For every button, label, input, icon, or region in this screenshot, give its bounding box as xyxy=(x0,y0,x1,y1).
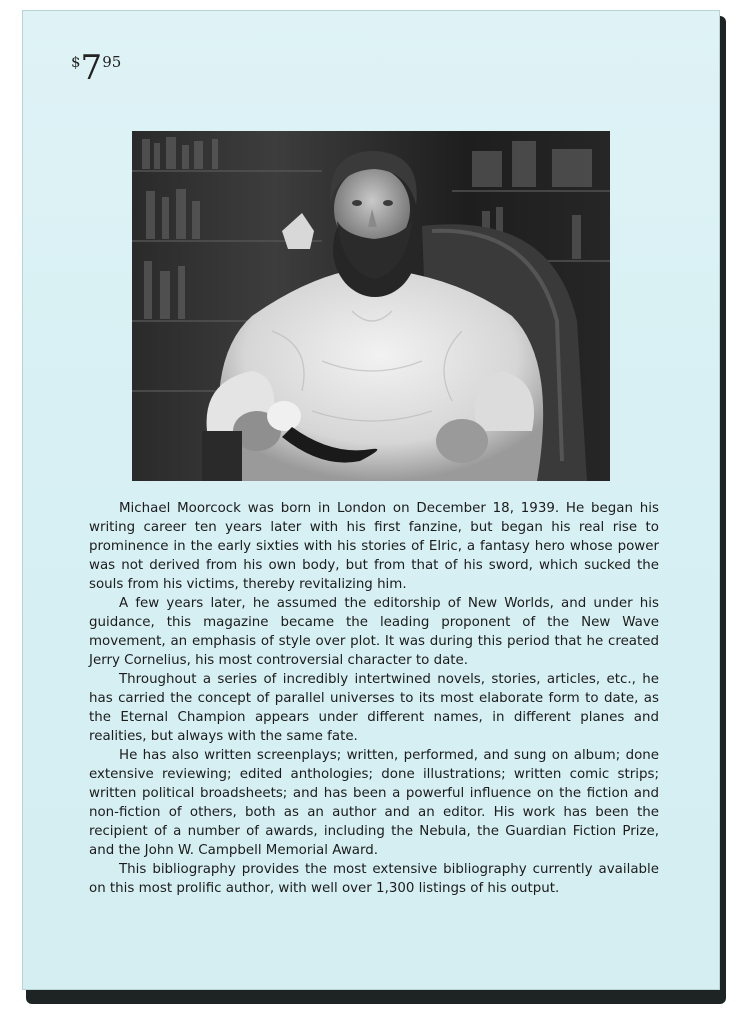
author-biography xyxy=(89,499,659,898)
bio-paragraph: He has also written screenplays; written, performed, and sung on album; done extensive reviewing; edited anthologies; done illustrations; written comic strips; written political broadsheets; and has been a powerful influence on the fiction and non-fiction of others, both as an author and an editor. His work has been the recipient of a number of awards, including the Nebula, the Guardian Fiction Prize, and the John W. Campbell Memorial Award. xyxy=(89,748,659,858)
bio-paragraph: A few years later, he assumed the editorship of New Worlds, and under his guidance, this magazine became the leading proponent of the New Wave movement, an emphasis of style over plot. It was during this period that he created Jerry Cornelius, his most controversial character to date. xyxy=(89,596,659,668)
price-dollars: 7 xyxy=(80,48,103,88)
book-back-cover xyxy=(22,10,720,990)
price-dollar-sign: $ xyxy=(71,53,81,71)
bio-paragraph: Michael Moorcock was born in London on December 18, 1939. He began his writing career ten years later with his first fanzine, but began his real rise to prominence in the early sixties with his stories of Elric, a fantasy hero whose power was not derived from his own body, but from that of his sword, which sucked the souls from his victims, thereby revitalizing him. xyxy=(89,501,659,592)
price-cents: 95 xyxy=(102,53,122,71)
price-label xyxy=(71,48,122,88)
author-portrait-image xyxy=(132,131,610,481)
author-portrait-photo xyxy=(132,131,610,481)
bio-paragraph: Throughout a series of incredibly intertwined novels, stories, articles, etc., he has carried the concept of parallel universes to its most elaborate form to date, as the Eternal Champion appears under different names, in different planes and realities, but always with the same fate. xyxy=(89,672,659,744)
bio-paragraph: This bibliography provides the most extensive bibliography currently available on this most prolific author, with well over 1,300 listings of his output. xyxy=(89,862,659,896)
